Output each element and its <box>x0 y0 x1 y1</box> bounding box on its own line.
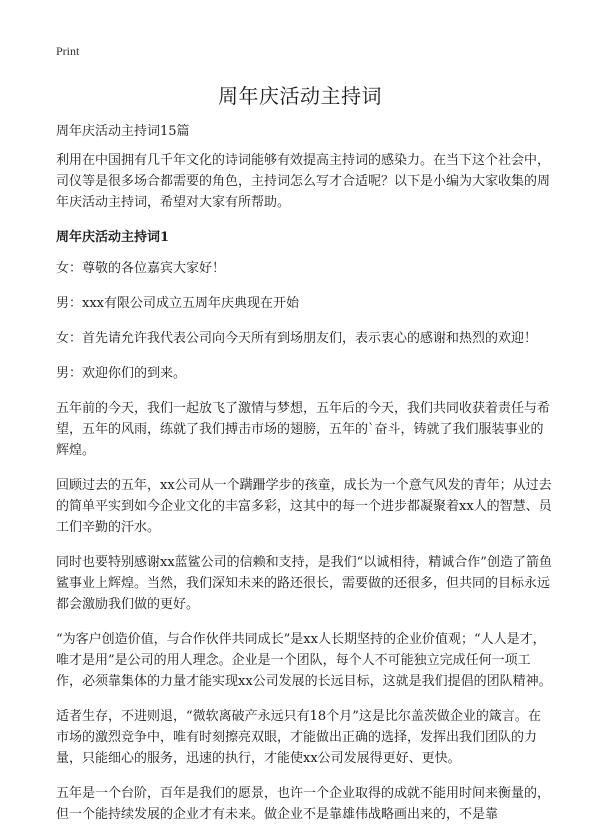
paragraph: 男：欢迎你们的到来。 <box>56 366 187 381</box>
paragraph: 男：xxx有限公司成立五周年庆典现在开始 <box>56 296 299 311</box>
paragraph: 五年是一个台阶，百年是我们的愿景，也许一个企业取得的成就不能用时间来衡量的，但一个能持续发展的企业才有未来。做企业不是靠雄伟战略画出来的，不是靠 <box>56 786 551 822</box>
paragraph: 女：首先请允许我代表公司向今天所有到场朋友们，表示衷心的感谢和热烈的欢迎！ <box>56 331 538 346</box>
paragraph: 回顾过去的五年，xx公司从一个蹒跚学步的孩童，成长为一个意气风发的青年；从过去的简单平实到如今企业文化的丰富多彩，这其中的每一个进步都凝聚着xx人的智慧、员工们辛勤的汗水。 <box>56 478 552 535</box>
article-body <box>56 121 552 839</box>
paragraph: 女：尊敬的各位嘉宾大家好！ <box>56 261 226 276</box>
article-subtitle: 周年庆活动主持词15篇 <box>56 124 190 139</box>
intro-paragraph: 利用在中国拥有几千年文化的诗词能够有效提高主持词的感染力。在当下这个社会中，司仪等是很多场合都需要的角色，主持词怎么写才合适呢？以下是小编为大家收集的周年庆活动主持词，希望对大家有所帮助。 <box>56 153 551 210</box>
page-title: 周年庆活动主持词 <box>218 84 382 108</box>
paragraph: 五年前的今天，我们一起放飞了激情与梦想，五年后的今天，我们共同收获着责任与希望，五年的风雨，练就了我们搏击市场的翅膀，五年的`奋斗，铸就了我们服装事业的辉煌。 <box>56 401 551 458</box>
paragraph: 适者生存，不进则退，“微软离破产永远只有18个月”这是比尔盖茨做企业的箴言。在市场的激烈竞争中，唯有时刻擦亮双眼，才能做出正确的选择，发挥出我们团队的力量，只能细心的服务，迅速的执行，才能使xx公司发展得更好、更快。 <box>56 709 541 766</box>
print-link[interactable]: Print <box>56 44 80 58</box>
section-heading: 周年庆活动主持词1 <box>56 230 170 245</box>
paragraph: 同时也要特别感谢xx蓝鲨公司的信赖和支持，是我们“以诚相待，精诚合作”创造了箭鱼鲨事业上辉煌。当然，我们深知未来的路还很长，需要做的还很多，但共同的目标永远都会激励我们做的更好。 <box>56 555 552 612</box>
paragraph: “为客户创造价值，与合作伙伴共同成长”是xx人长期坚持的企业价值观；“人人是才，唯才是用”是公司的用人理念。企业是一个团队，每个人不可能独立完成任何一项工作，必须靠集体的力量才能实现xx公司发展的长远目标，这就是我们提倡的团队精神。 <box>56 632 552 689</box>
